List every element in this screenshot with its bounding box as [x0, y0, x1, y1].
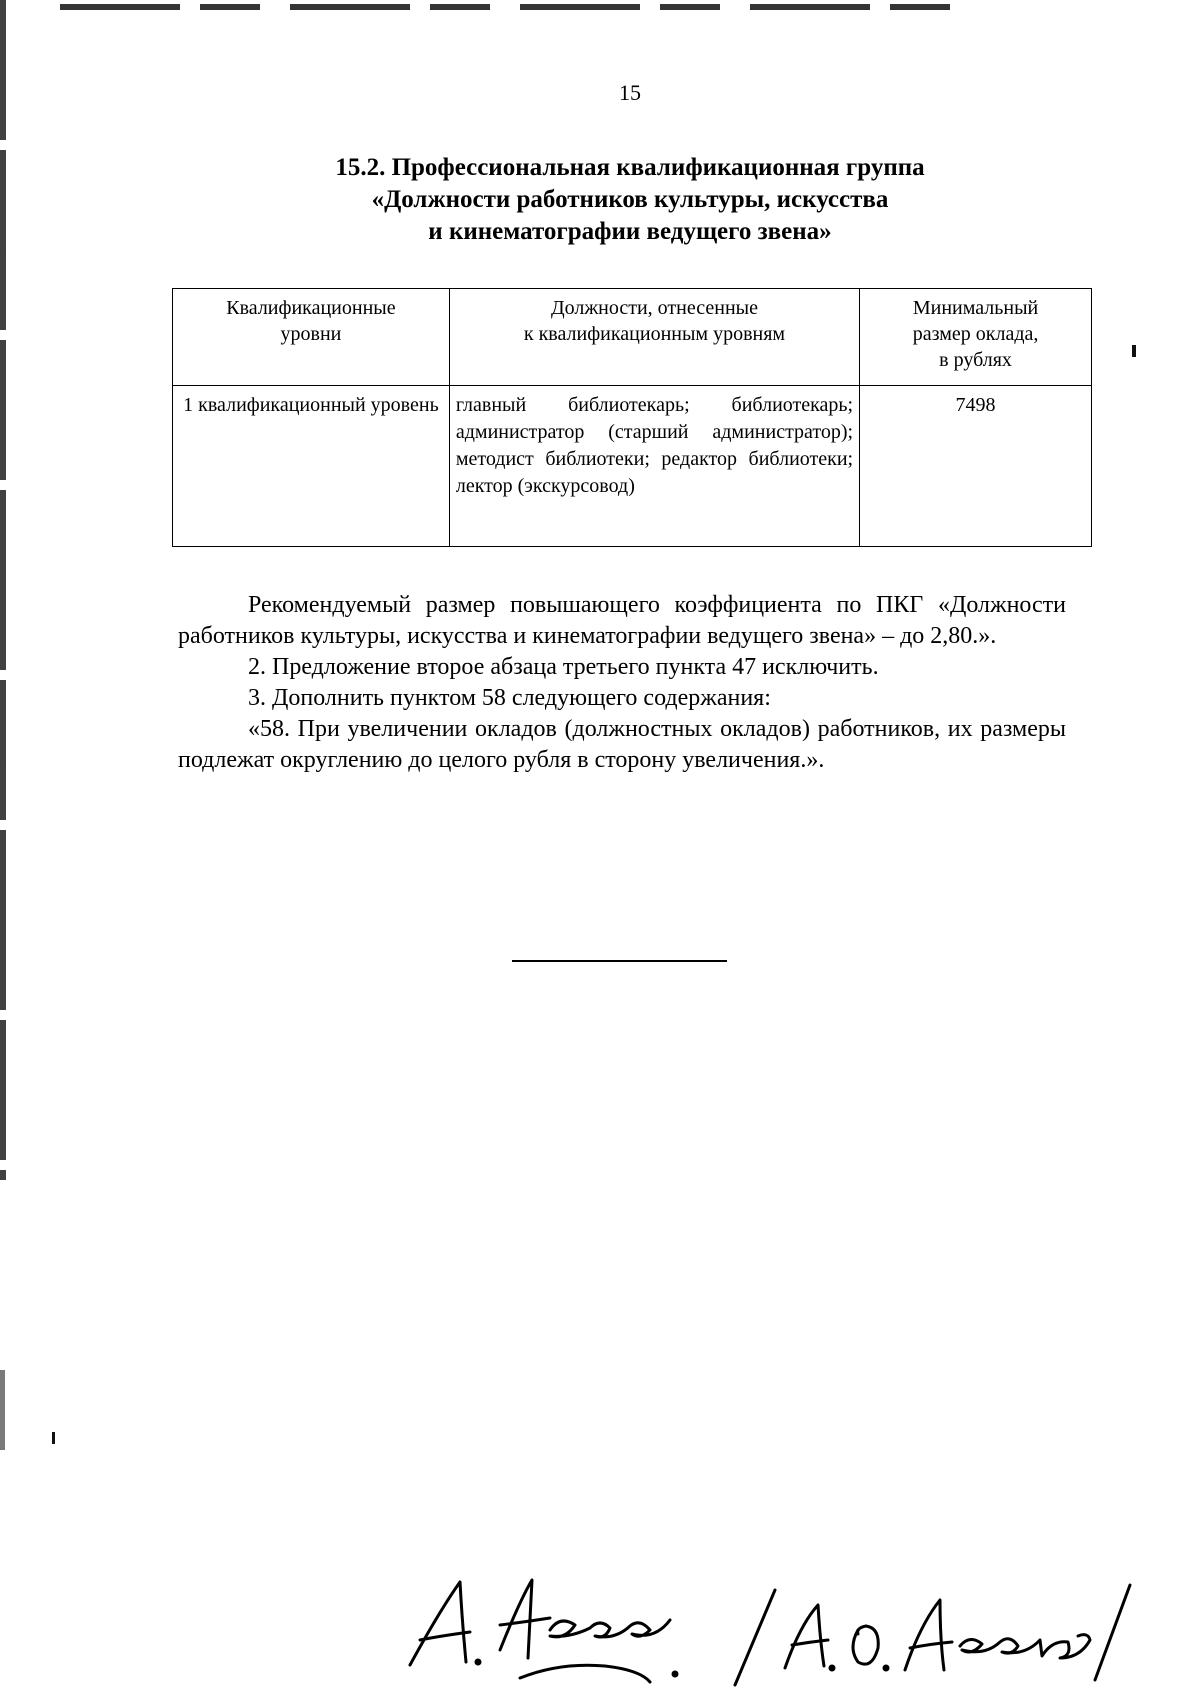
scan-mark-right — [1132, 345, 1136, 357]
scan-artifact-left-lower — [0, 1370, 5, 1450]
paragraph-item-2: 2. Предложение второе абзаца третьего пункта 47 исключить. — [248, 654, 879, 680]
qualification-table — [172, 288, 1092, 547]
divider-line — [512, 960, 727, 962]
paragraph-recommended-coefficient: Рекомендуемый размер повышающего коэффициента по ПКГ «Должности работников культуры, искусства и кинематографии ведущего звена» – до 2,80.». — [178, 592, 1066, 649]
table-header-row — [173, 289, 1092, 386]
body-text — [178, 590, 1066, 776]
scan-artifact-top — [60, 4, 980, 10]
section-title-line-1: 15.2. Профессиональная квалификационная группа — [335, 154, 925, 181]
section-title-line-3: и кинематографии ведущего звена» — [428, 218, 832, 245]
header-minimum-salary: Минимальный размер оклада, в рублях — [860, 289, 1092, 386]
handwritten-signature — [400, 1570, 1140, 1690]
cell-positions: главный библиотекарь; библиотекарь; администратор (старший администратор); методист библиотеки; редактор библиотеки; лектор (экскурсовод) — [449, 386, 859, 547]
scan-mark-left — [52, 1432, 55, 1444]
cell-level: 1 квалификационный уровень — [173, 386, 450, 547]
paragraph-item-3: 3. Дополнить пунктом 58 следующего содержания: — [248, 685, 771, 711]
scan-artifact-left — [0, 0, 6, 1180]
page-number: 15 — [619, 80, 641, 105]
section-title — [180, 152, 1080, 248]
section-title-line-2: «Должности работников культуры, искусства — [371, 186, 889, 213]
table-row — [173, 386, 1092, 547]
header-positions: Должности, отнесенные к квалификационным уровням — [449, 289, 859, 386]
header-qualification-levels: Квалификационные уровни — [173, 289, 450, 386]
paragraph-item-58: «58. При увеличении окладов (должностных окладов) работников, их размеры подлежат округлению до целого рубля в сторону увеличения.». — [178, 716, 1066, 773]
cell-salary: 7498 — [860, 386, 1092, 547]
